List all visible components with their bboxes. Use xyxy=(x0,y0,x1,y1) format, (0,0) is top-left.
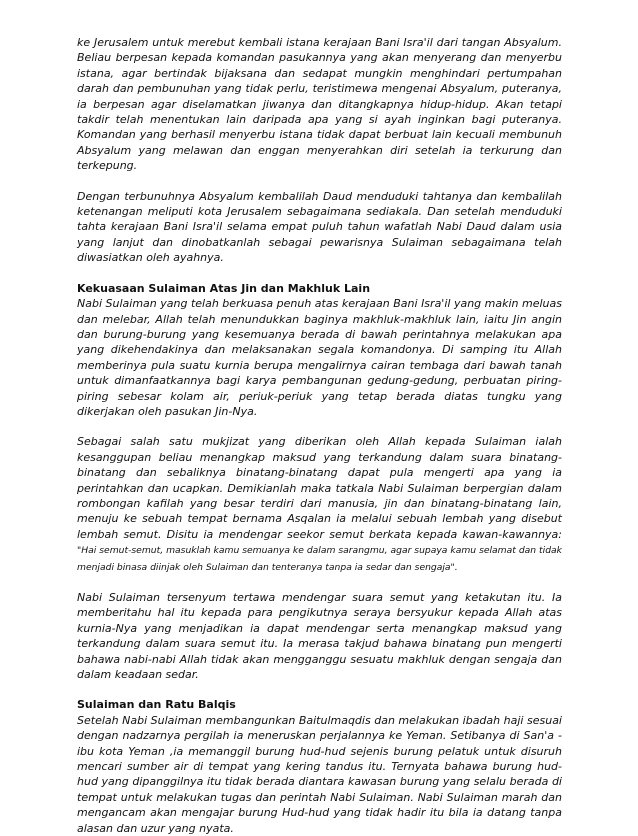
paragraph-sulaiman-smiles: Nabi Sulaiman tersenyum tertawa mendengar suara semut yang ketakutan itu. Ia memberitahu hal itu kepada para pengikutnya seraya bersyukur kepada Allah atas kurnia-Nya yang menjadikan ia dapat mendengar serta menangkap maksud yang terkandung dalam suara semut itu. Ia merasa takjud bahawa binatang pun mengerti bahawa nabi-nabi Allah tidak akan mengganggu sesuatu makhluk dengan sengaja dan dalam keadaan sedar. xyxy=(77,591,562,682)
document-page xyxy=(77,35,562,836)
paragraph-hudhud: Setelah Nabi Sulaiman membangunkan Baitulmaqdis dan melakukan ibadah haji sesuai dengan nadzarnya pergilah ia meneruskan perjalannya ke Yeman. Setibanya di San'a - ibu kota Yeman ,ia memanggil burung hud-hud sejenis burung pelatuk untuk disuruh mencari sumber air di tempat yang kering tandus itu. Ternyata bahawa burung hud-hud yang dipanggilnya itu tidak berada diantara kawasan burung yang selalu berada di tempat untuk melakukan tugas dan perintah Nabi Sulaiman. Nabi Sulaiman marah dan mengancam akan mengajar burung Hud-hud yang tidak hadir itu bila ia datang tanpa alasan dan uzur yang nyata. xyxy=(77,713,562,835)
paragraph-absyalum-attack: ke Jerusalem untuk merebut kembali istana kerajaan Bani Isra'il dari tangan Absyalum. Beliau berpesan kepada komandan pasukannya yang akan menyerang dan menyerbu istana, agar bertindak bijaksana dan sedapat mungkin menghindari pertumpahan darah dan pembunuhan yang tidak perlu, teristimewa mengenai Absyalum, puteranya, ia berpesan agar diselamatkan jiwanya dan ditangkapnya hidup-hidup. Akan tetapi takdir telah menentukan lain daripada apa yang si ayah inginkan bagi puteranya. Komandan yang berhasil menyerbu istana tidak dapat berbuat lain kecuali membunuh Absyalum yang melawan dan enggan menyerahkan diri setelah ia terkurung dan terkepung. xyxy=(77,36,562,173)
section-heading-balqis: Sulaiman dan Ratu Balqis xyxy=(77,698,236,712)
ant-quote: "Hai semut-semut, masuklah kamu semuanya ke dalam sarangmu, agar supaya kamu selamat dan tidak menjadi binasa diinjak oleh Sulaiman dan tenteranya tanpa ia sedar dan sengaja". xyxy=(77,545,562,573)
paragraph-ant-valley-text: Sebagai salah satu mukjizat yang diberikan oleh Allah kepada Sulaiman ialah kesanggupan beliau menangkap maksud yang terkandung dalam suara binatang-binatang dan sebaliknya binatang-binatang dapat pula mengerti apa yang ia perintahkan dan ucapkan. Demikianlah maka tatkala Nabi Sulaiman berpergian dalam rombongan kafilah yang besar terdiri dari manusia, jin dan binatang-binatang lain, menuju ke sebuah tempat bernama Asqalan ia melalui sebuah lembah yang disebut lembah semut. Disitu ia mendengar seekor semut berkata kepada kawan-kawannya: xyxy=(77,435,562,541)
paragraph-sulaiman-power: Nabi Sulaiman yang telah berkuasa penuh atas kerajaan Bani Isra'il yang makin meluas dan melebar, Allah telah menundukkan baginya makhluk-makhluk lain, iaitu Jin angin dan burung-burung yang kesemuanya berada di bawah perintahnya melakukan apa yang dikehendakinya dan melaksanakan segala komandonya. Di samping itu Allah memberinya pula suatu kurnia berupa mengalirnya cairan tembaga dari bawah tanah untuk dimanfaatkannya bagi karya pembangunan gedung-gedung, perbuatan piring-piring sebesar kolam air, periuk-periuk yang tetap berada diatas tungku yang dikerjakan oleh pasukan Jin-Nya. xyxy=(77,297,562,418)
section-heading-kekuasaan: Kekuasaan Sulaiman Atas Jin dan Makhluk Lain xyxy=(77,281,371,295)
paragraph-ant-valley xyxy=(77,434,562,575)
paragraph-daud-returns: Dengan terbunuhnya Absyalum kembalilah Daud menduduki tahtanya dan kembalilah ketenangan meliputi kota Jerusalem sebagaimana sediakala. Dan setelah menduduki tahta kerajaan Bani Isra'il selama empat puluh tahun wafatlah Nabi Daud dalam usia yang lanjut dan dinobatkanlah sebagai pewarisnya Sulaiman sebagaimana telah diwasiatkan oleh ayahnya. xyxy=(77,189,562,265)
